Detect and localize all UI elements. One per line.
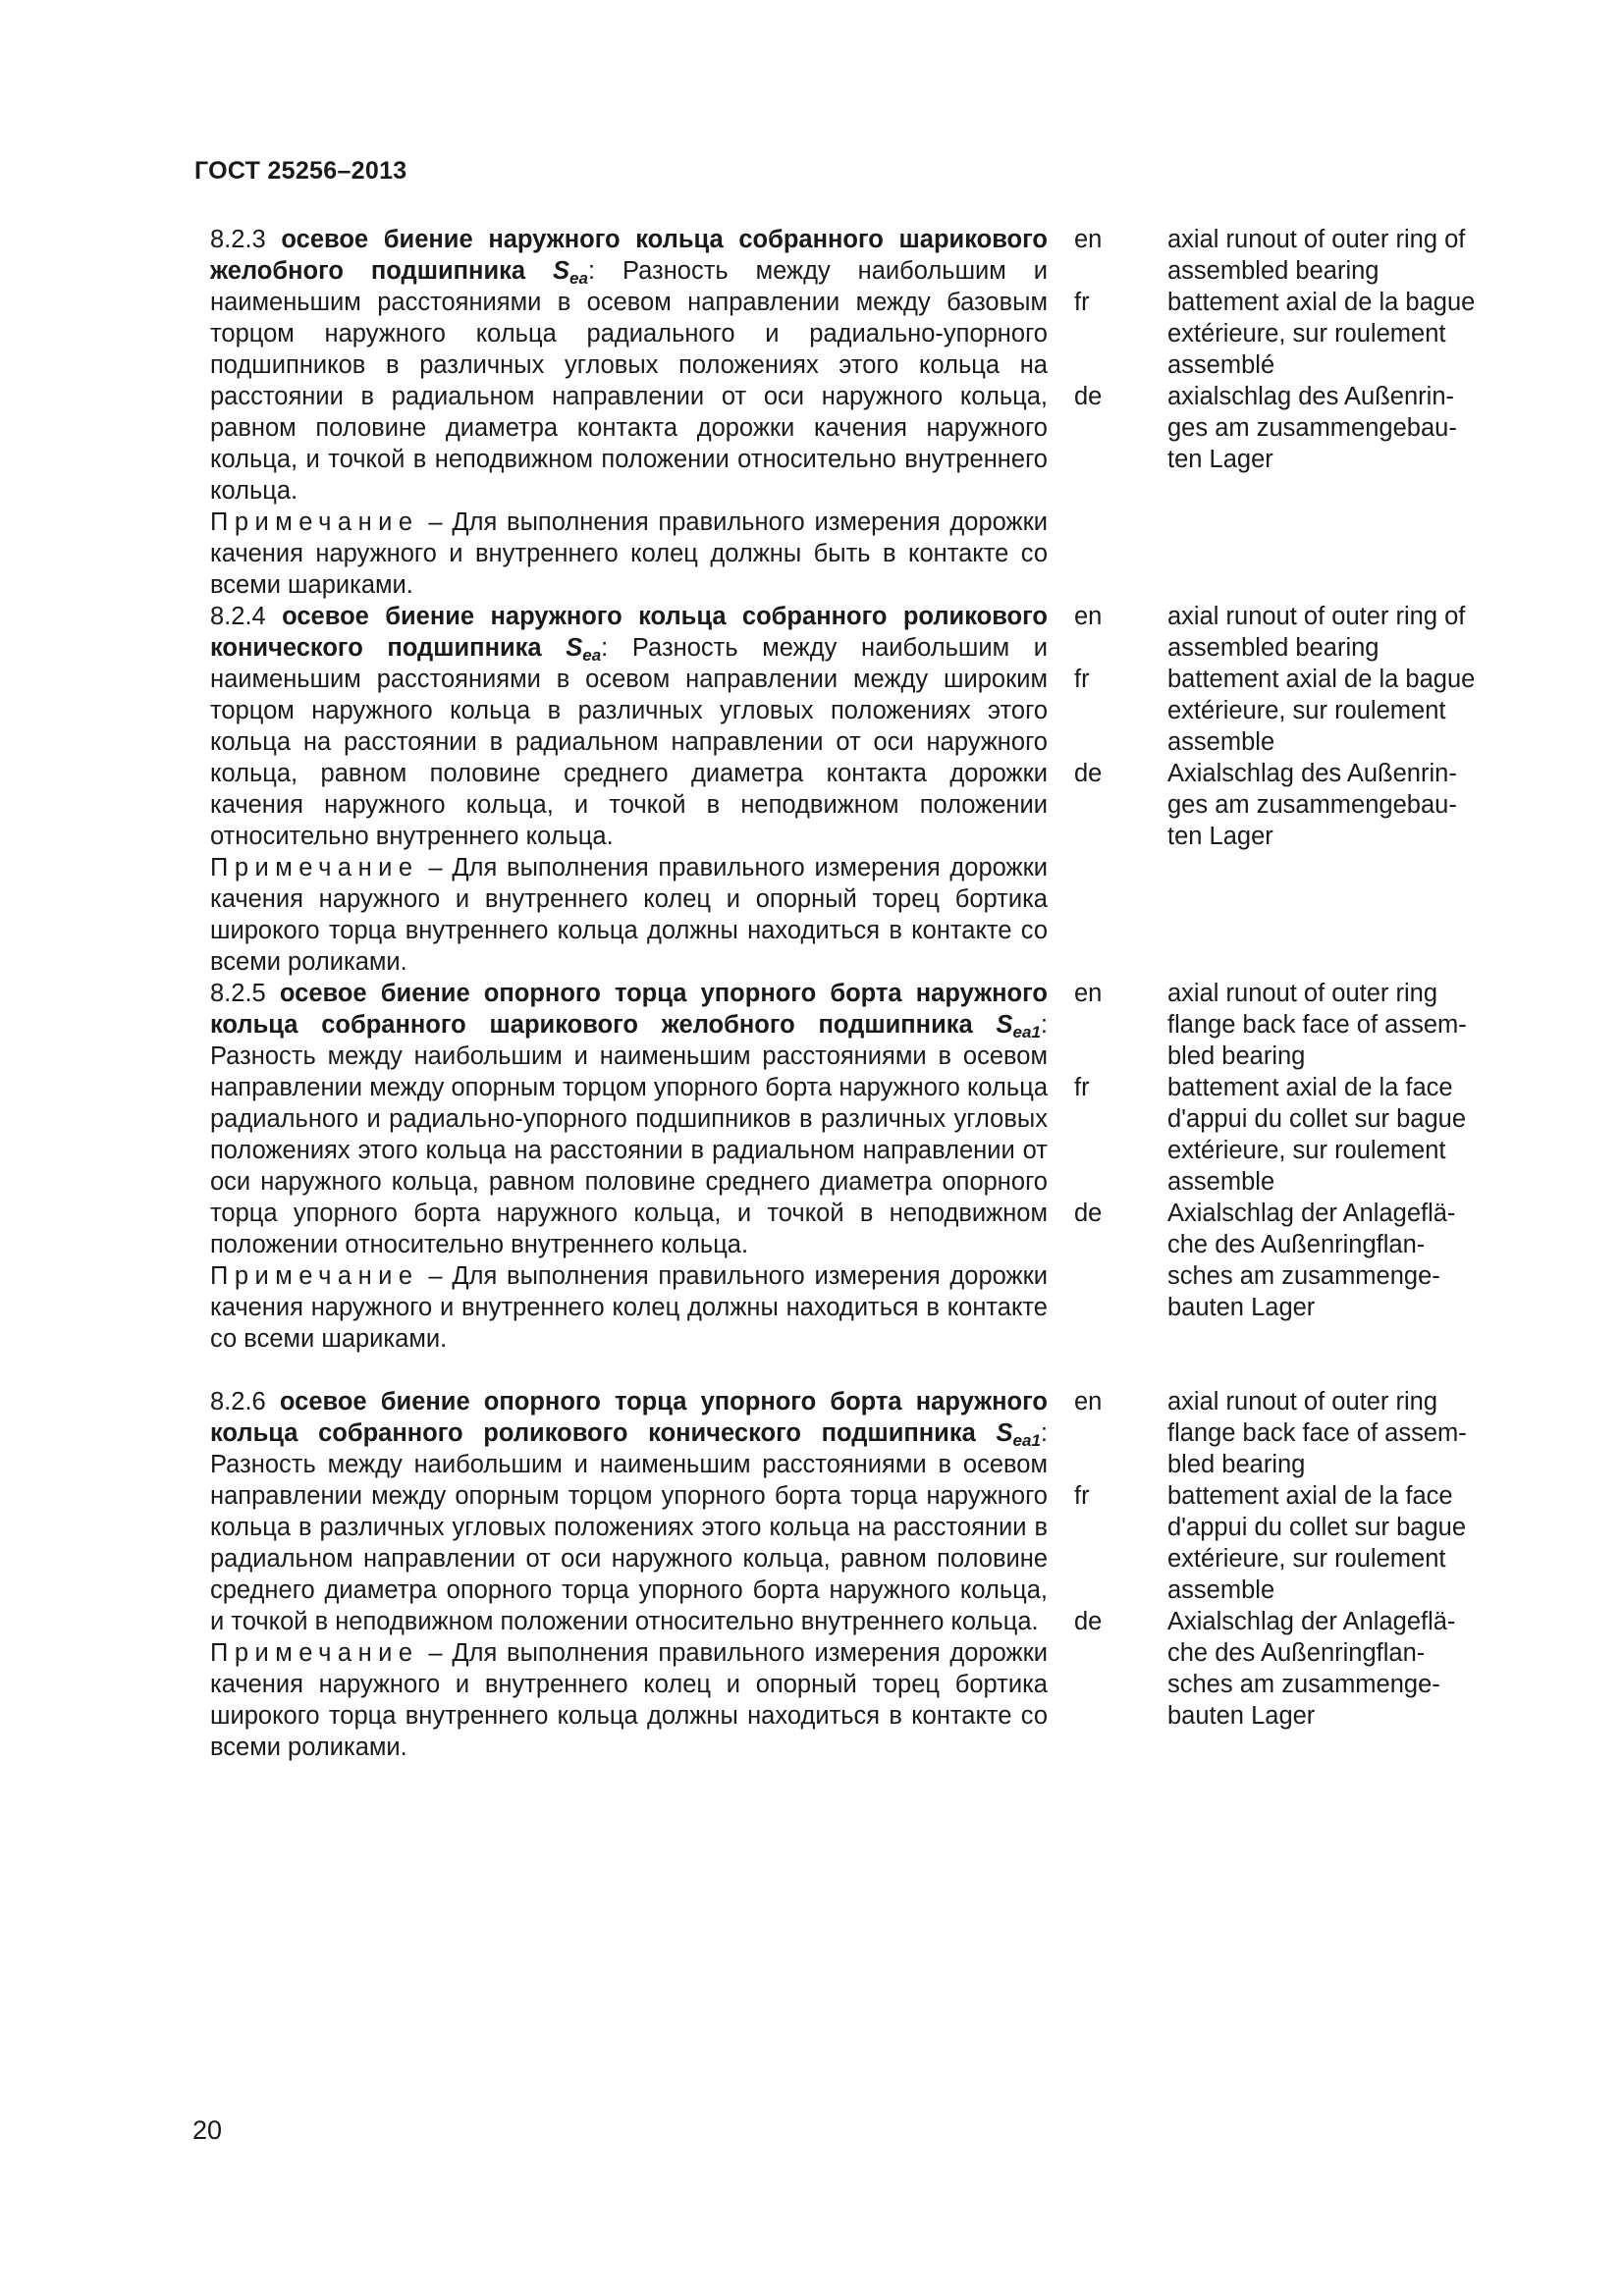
lang-code-fr: fr <box>1074 289 1090 316</box>
term-name: осевое биение опорного торца упорного борта наружного кольца собранного роликового конического подшипника <box>210 1388 1048 1447</box>
page-number: 20 <box>192 2115 223 2145</box>
term-symbol: $S_{ea}$ <box>566 634 602 665</box>
lang-code-de: de <box>1074 1608 1103 1635</box>
lang-code-fr: fr <box>1074 1074 1090 1101</box>
lang-code-de: de <box>1074 383 1103 410</box>
term-number: 8.2.6 <box>210 1388 266 1415</box>
translation-en: axial runout of outer ring of assembled bearing <box>1167 226 1466 285</box>
term-definition: : Разность между наибольшим и наименьшим расстояниями в осевом направлении между базовым торцом наружного кольца радиального и радиально-упорного подшипников в различных угловых положениях этого кольца на расстоянии в радиальном направлении от оси наружного кольца, равном половине диаметра контакта дорожки качения наружного кольца, и точкой в неподвижном положении относительно внутреннего кольца. <box>210 257 1048 505</box>
translation-de: axialschlag des Außenrin- ges am zusammengebau- ten Lager <box>1167 383 1457 473</box>
translation-en: axial runout of outer ring flange back face of assem- bled bearing <box>1167 1388 1467 1478</box>
note-text: – Для выполнения правильного измерения дорожки качения наружного и внутреннего колец и опорный торец бортика широкого торца внутреннего кольца должны находиться в контакте со всеми роликами. <box>210 1639 1048 1761</box>
translation-fr: battement axial de la face d'appui du collet sur bague extérieure, sur roulement assemble <box>1167 1482 1467 1604</box>
term-name: осевое биение наружного кольца собранного роликового конического подшипника <box>210 603 1048 662</box>
term-definition-ru <box>210 224 1048 601</box>
term-definition: : Разность между наибольшим и наименьшим расстояниями в осевом направлении между опорным торцом упорного борта торца наружного кольца в различных угловых положениях этого кольца на расстоянии в радиальном направлении от оси наружного кольца, равном половине среднего диаметра опорного торца упорного борта наружного кольца, и точкой в неподвижном положении относительно внутреннего кольца. <box>210 1419 1048 1635</box>
lang-code-fr: fr <box>1074 1482 1090 1510</box>
translation-en: axial runout of outer ring of assembled bearing <box>1167 603 1466 662</box>
term-definition: : Разность между наибольшим и наименьшим расстояниями в осевом направлении между широким торцом наружного кольца в различных угловых положениях этого кольца на расстоянии в радиальном направлении от оси наружного кольца, равном половине среднего диаметра контакта дорожки качения наружного кольца, и точкой в неподвижном положении относительно внутреннего кольца. <box>210 634 1048 850</box>
term-number: 8.2.3 <box>210 226 266 253</box>
translation-fr: battement axial de la bague extérieure, sur roulement assemblé <box>1167 289 1476 379</box>
note-label: Примечание <box>210 508 419 536</box>
document-header: ГОСТ 25256–2013 <box>194 157 407 185</box>
note-text: – Для выполнения правильного измерения дорожки качения наружного и внутреннего колец должны находиться в контакте со всеми шариками. <box>210 1262 1048 1353</box>
note-text: – Для выполнения правильного измерения дорожки качения наружного и внутреннего колец должны быть в контакте со всеми шариками. <box>210 508 1048 599</box>
lang-code-en: en <box>1074 603 1103 630</box>
lang-code-en: en <box>1074 980 1103 1007</box>
lang-code-fr: fr <box>1074 666 1090 693</box>
lang-code-de: de <box>1074 760 1103 787</box>
note-label: Примечание <box>210 1639 419 1667</box>
term-number: 8.2.4 <box>210 603 266 630</box>
translation-de: Axialschlag des Außenrin- ges am zusammengebau- ten Lager <box>1167 760 1457 850</box>
note-text: – Для выполнения правильного измерения дорожки качения наружного и внутреннего колец и опорный торец бортика широкого торца внутреннего кольца должны находиться в контакте со всеми роликами. <box>210 854 1048 976</box>
term-definition-ru <box>210 601 1048 978</box>
translation-en: axial runout of outer ring flange back face of assem- bled bearing <box>1167 980 1467 1070</box>
term-name: осевое биение наружного кольца собранного шарикового желобного подшипника <box>210 226 1048 285</box>
term-symbol: $S_{ea1}$ <box>996 1419 1041 1450</box>
note-label: Примечание <box>210 1262 419 1290</box>
translation-fr: battement axial de la bague extérieure, sur roulement assemble <box>1167 666 1476 756</box>
term-symbol: $S_{ea1}$ <box>996 1011 1041 1041</box>
term-definition-ru <box>210 1386 1048 1763</box>
term-definition-ru <box>210 978 1048 1355</box>
term-name: осевое биение опорного торца упорного борта наружного кольца собранного шарикового желобного подшипника <box>210 980 1048 1039</box>
lang-code-en: en <box>1074 1388 1103 1415</box>
term-symbol: $S_{ea}$ <box>553 257 588 288</box>
term-number: 8.2.5 <box>210 980 266 1007</box>
translation-de: Axialschlag der Anlageflä- che des Außenringflan- sches am zusammenge- bauten Lager <box>1167 1608 1456 1730</box>
translation-de: Axialschlag der Anlageflä- che des Außenringflan- sches am zusammenge- bauten Lager <box>1167 1200 1456 1321</box>
note-label: Примечание <box>210 854 419 881</box>
translation-fr: battement axial de la face d'appui du collet sur bague extérieure, sur roulement assemble <box>1167 1074 1467 1196</box>
lang-code-de: de <box>1074 1200 1103 1227</box>
term-definition: : Разность между наибольшим и наименьшим расстояниями в осевом направлении между опорным торцом упорного борта наружного кольца радиального и радиально-упорного подшипников в различных угловых положениях этого кольца на расстоянии в радиальном направлении от оси наружного кольца, равном половине среднего диаметра опорного торца упорного борта наружного кольца, и точкой в неподвижном положении относительно внутреннего кольца. <box>210 1011 1048 1258</box>
lang-code-en: en <box>1074 226 1103 253</box>
